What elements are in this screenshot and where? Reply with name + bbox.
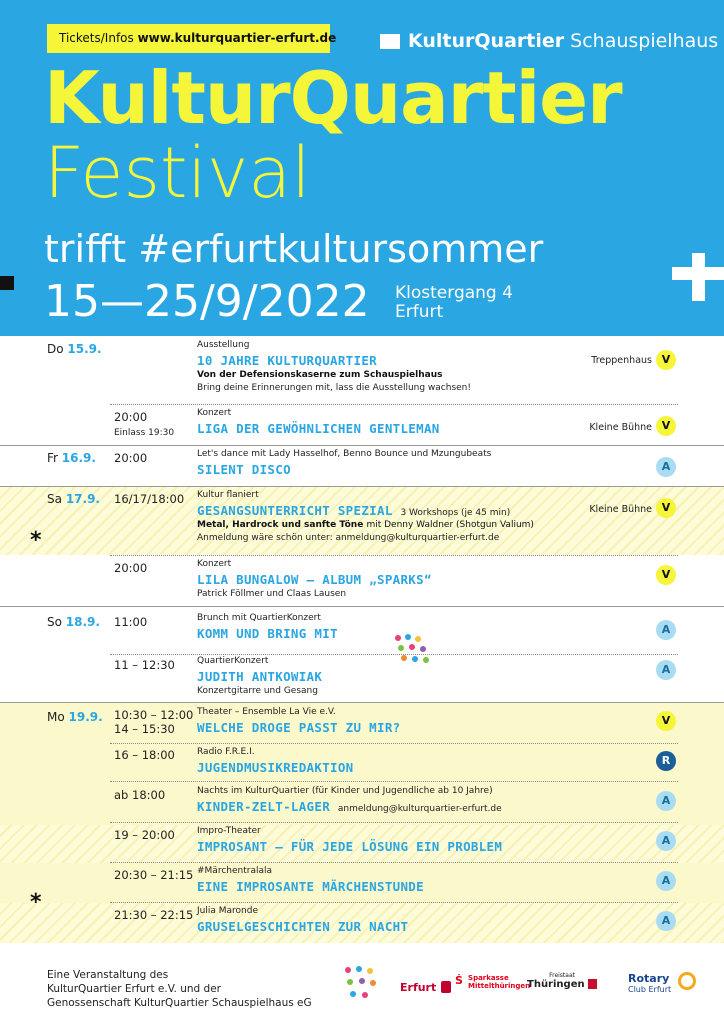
event — [197, 339, 471, 395]
event-title: JUGENDMUSIKREDAKTION — [197, 760, 354, 775]
thueringen-logo: Freistaat Thüringen — [527, 972, 597, 990]
tickets-box — [47, 24, 337, 53]
event-time: 21:30 – 22:15 — [114, 908, 194, 922]
brand-logo — [380, 30, 718, 52]
event-title: KOMM UND BRING MIT — [197, 626, 338, 641]
erfurt-crest-icon — [441, 981, 451, 993]
asterisk-mark: * — [30, 528, 42, 553]
event — [197, 865, 424, 895]
event-venue: Kleine Bühne — [589, 504, 652, 515]
event-divider — [110, 781, 678, 782]
day-date: 16.9. — [61, 451, 96, 465]
event-category: Nachts im KulturQuartier (für Kinder und Jugendliche ab 10 Jahre) — [197, 786, 493, 796]
location-city: Erfurt — [395, 301, 444, 322]
event-title: EINE IMPROSANTE MÄRCHENSTUNDE — [197, 879, 424, 894]
day-label: Fr 16.9. — [47, 451, 96, 465]
venue-badge: A — [656, 791, 676, 811]
event-time-note: Einlass 19:30 — [114, 428, 175, 439]
event-divider — [110, 902, 678, 903]
event-time: 16/17/18:00 — [114, 492, 185, 506]
day-divider — [0, 486, 724, 487]
day-date: 15.9. — [67, 342, 102, 356]
event — [197, 905, 408, 935]
event-divider — [110, 404, 678, 405]
event-title: IMPROSANT – FÜR JEDE LÖSUNG EIN PROBLEM — [197, 839, 503, 854]
event-subtitle: Metal, Hardrock und sanfte Töne mit Denny Waldner (Shotgun Valium) — [197, 520, 534, 530]
brand-bold: KulturQuartier — [408, 30, 565, 52]
erfurt-logo: Erfurt — [400, 976, 451, 995]
event-venue: Treppenhaus — [591, 355, 652, 366]
event-title: JUDITH ANTKOWIAK — [197, 669, 323, 684]
sparkasse-s-icon: Ṡ — [455, 974, 463, 987]
plus-icon-vertical — [692, 253, 705, 301]
event — [197, 785, 502, 815]
event-divider — [110, 555, 678, 556]
event-time: 20:00 — [114, 451, 148, 465]
thueringen-crest-icon — [588, 979, 597, 989]
event-category: Radio F.R.E.I. — [197, 747, 255, 757]
event-time: 11:00 — [114, 615, 148, 629]
event-title: KINDER-ZELT-LAGER anmeldung@kulturquartier-erfurt.de — [197, 799, 502, 814]
event-title: 10 JAHRE KULTURQUARTIER — [197, 353, 377, 368]
event-category: Julia Maronde — [197, 906, 258, 916]
event-divider — [110, 743, 678, 744]
day-label: Do 15.9. — [47, 342, 102, 356]
venue-badge: A — [656, 831, 676, 851]
venue-badge: V — [656, 416, 676, 436]
brand-square-icon — [380, 34, 400, 49]
venue-badge: V — [656, 350, 676, 370]
venue-badge: V — [656, 498, 676, 518]
asterisk-mark: * — [30, 890, 42, 915]
day-divider — [0, 606, 724, 607]
event-divider — [110, 862, 678, 863]
day-date: 19.9. — [68, 710, 103, 724]
event-time: 20:00 Einlass 19:30 — [114, 410, 175, 439]
day-date: 17.9. — [65, 492, 100, 506]
venue-badge: V — [656, 711, 676, 731]
festival-dates: 15—25/9/2022 — [44, 276, 370, 327]
event-category: Ausstellung — [197, 340, 250, 350]
black-square-mark — [0, 276, 14, 290]
erfurt-kultursommer-logo — [392, 632, 432, 666]
event-title: SILENT DISCO — [197, 462, 291, 477]
event — [197, 825, 502, 855]
event-title: WELCHE DROGE PASST ZU MIR? — [197, 720, 401, 735]
event-title-note[interactable]: anmeldung@kulturquartier-erfurt.de — [337, 804, 502, 814]
event-category: QuartierKonzert — [197, 656, 269, 666]
event-venue: Kleine Bühne — [589, 422, 652, 433]
event-subtitle: Von der Defensionskaserne zum Schauspielhaus — [197, 370, 443, 380]
day-divider — [0, 445, 724, 446]
event — [197, 489, 534, 545]
organizer-text: Eine Veranstaltung des KulturQuartier Erfurt e.V. und der Genossenschaft KulturQuartier Schauspielhaus eG — [47, 969, 312, 1009]
event-time: ab 18:00 — [114, 788, 166, 802]
rotary-logo: Rotary Club Erfurt — [628, 972, 696, 994]
event-category: Impro-Theater — [197, 826, 261, 836]
kultursommer-logo — [340, 962, 380, 1002]
footer — [0, 956, 724, 1024]
sparkasse-logo: Ṡ Sparkasse Mittelthüringen — [455, 974, 531, 990]
tickets-url[interactable]: www.kulturquartier-erfurt.de — [137, 31, 337, 45]
day-label: So 18.9. — [47, 615, 100, 629]
event-time: 20:30 – 21:15 — [114, 868, 194, 882]
venue-badge: A — [656, 660, 676, 680]
festival-header — [0, 0, 724, 336]
event-title: GRUSELGESCHICHTEN ZUR NACHT — [197, 919, 409, 934]
event-category: Konzert — [197, 559, 232, 569]
rotary-wheel-icon — [678, 972, 696, 990]
event-category: Konzert — [197, 408, 232, 418]
event-time: 10:30 – 12:00 14 – 15:30 — [114, 708, 194, 737]
venue-badge: A — [656, 871, 676, 891]
tickets-label: Tickets/Infos — [59, 31, 134, 45]
event-category: Brunch mit QuartierKonzert — [197, 613, 321, 623]
program-list — [0, 336, 724, 956]
title-festival: Festival — [44, 132, 311, 214]
event — [197, 612, 338, 642]
event-time: 19 – 20:00 — [114, 828, 175, 842]
event-category: Let's dance mit Lady Hasselhof, Benno Bounce und Mzungubeats — [197, 449, 492, 459]
event — [197, 746, 354, 776]
title-kulturquartier: KulturQuartier — [44, 56, 622, 140]
event — [197, 706, 400, 736]
day-label: Sa 17.9. — [47, 492, 100, 506]
brand-light: Schauspielhaus — [570, 30, 719, 52]
venue-badge: V — [656, 565, 676, 585]
event-description: Konzertgitarre und Gesang — [197, 686, 318, 696]
event-title-note: 3 Workshops (je 45 min) — [400, 508, 511, 518]
event-time: 16 – 18:00 — [114, 748, 175, 762]
event-description[interactable]: Anmeldung wäre schön unter: anmeldung@kulturquartier-erfurt.de — [197, 533, 500, 543]
event — [197, 655, 322, 698]
location-street: Klostergang 4 — [395, 283, 513, 303]
event-title: GESANGSUNTERRICHT SPEZIAL 3 Workshops (je 45 min) — [197, 503, 511, 518]
venue-badge: A — [656, 911, 676, 931]
event-time: 20:00 — [114, 561, 148, 575]
day-date: 18.9. — [65, 615, 100, 629]
location — [395, 284, 513, 321]
event-time: 11 – 12:30 — [114, 658, 175, 672]
venue-badge: A — [656, 620, 676, 640]
event-divider — [110, 822, 678, 823]
event-category: #Märchentralala — [197, 866, 272, 876]
day-label: Mo 19.9. — [47, 710, 103, 724]
event — [197, 407, 440, 437]
event-title: LILA BUNGALOW – ALBUM „SPARKS“ — [197, 572, 432, 587]
event-description: Bring deine Erinnerungen mit, lass die Ausstellung wachsen! — [197, 383, 471, 393]
venue-badge: R — [656, 751, 676, 771]
venue-badge: A — [656, 457, 676, 477]
subtitle: trifft #erfurtkultursommer — [44, 227, 544, 271]
event — [197, 558, 432, 601]
event-category: Kultur flaniert — [197, 490, 259, 500]
event-description: Patrick Föllmer und Claas Lausen — [197, 589, 347, 599]
day-divider — [0, 702, 724, 703]
event-category: Theater – Ensemble La Vie e.V. — [197, 707, 336, 717]
event — [197, 448, 491, 478]
event-title: LIGA DER GEWÖHNLICHEN GENTLEMAN — [197, 421, 440, 436]
